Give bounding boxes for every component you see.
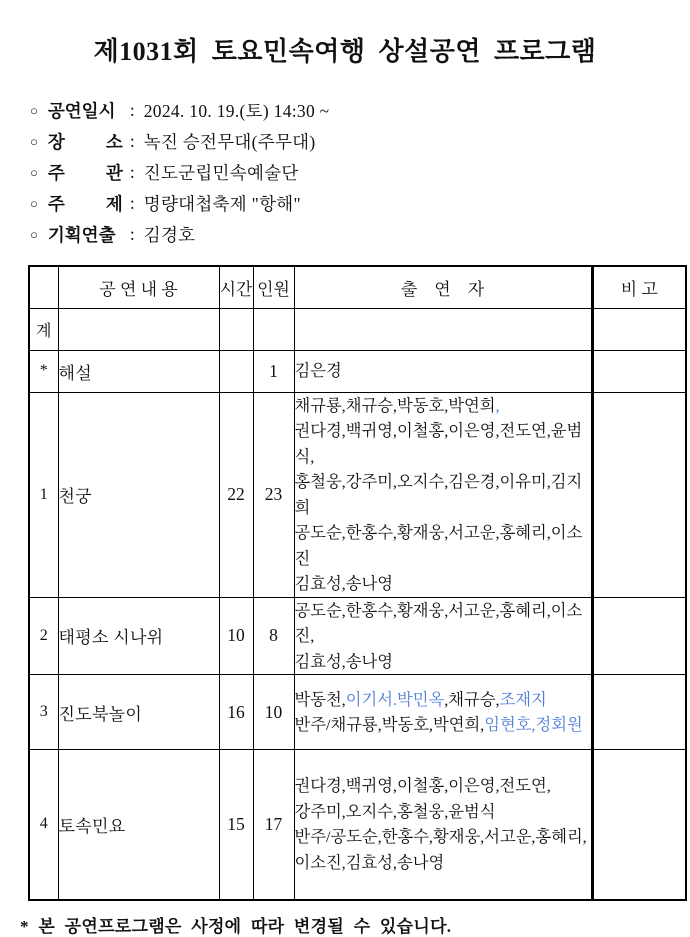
footer-note: * 본 공연프로그램은 사정에 따라 변경될 수 있습니다. — [20, 916, 452, 936]
table-row — [29, 597, 686, 675]
info-label: 장 소 — [47, 132, 123, 152]
performer-line — [295, 469, 591, 520]
headcount-cell — [253, 308, 294, 350]
table-row — [29, 392, 686, 597]
header-performers: 출 연 자 — [294, 266, 592, 308]
info-colon: : — [129, 162, 135, 182]
circle-bullet-icon: ○ — [30, 196, 38, 211]
circle-bullet-icon: ○ — [30, 103, 38, 118]
duration-cell: 10 — [219, 597, 253, 675]
performance-title-cell: 태평소 시나위 — [58, 597, 219, 675]
performer-names: 홍철웅,강주미,오지수,김은경,이유미,김지희 — [294, 472, 583, 517]
performer-names: 공도순,한홍수,황재웅,서고운,홍혜리,이소진 — [294, 523, 583, 568]
performer-line — [295, 824, 591, 850]
performer-names: 권다경,백귀영,이철홍,이은영,전도연, — [294, 776, 551, 796]
row-number-cell: 3 — [29, 675, 58, 750]
performers-cell — [294, 597, 592, 675]
info-colon: : — [129, 100, 135, 120]
note-cell — [592, 597, 686, 675]
performers-cell — [294, 350, 592, 392]
info-colon: : — [129, 193, 135, 213]
headcount-cell: 23 — [253, 392, 294, 597]
table-row — [29, 675, 686, 750]
info-value: 녹진 승전무대(주무대) — [143, 132, 316, 152]
performer-names-highlighted: 임현호,정회원 — [484, 715, 583, 734]
header-row — [29, 266, 686, 308]
row-number-cell: 4 — [29, 750, 58, 900]
row-number-cell: 1 — [29, 392, 58, 597]
info-colon: : — [129, 224, 135, 244]
info-line-place — [30, 126, 690, 157]
program-table-body — [29, 308, 686, 900]
circle-bullet-icon: ○ — [30, 134, 38, 149]
performance-title-cell: 해설 — [58, 350, 219, 392]
note-cell — [592, 308, 686, 350]
performance-title-cell — [58, 308, 219, 350]
performer-line — [295, 520, 591, 571]
performer-names: 반주/채규룡,박동호,박연희, — [294, 715, 485, 734]
header-note: 비 고 — [592, 266, 686, 308]
performer-line — [295, 393, 591, 419]
performer-line — [295, 850, 591, 876]
info-colon: : — [129, 131, 135, 151]
info-label: 공연일시 — [47, 101, 116, 121]
performer-names: 권다경,백귀영,이철홍,이은영,전도연,윤범식, — [294, 421, 583, 466]
program-table-header — [29, 266, 686, 308]
header-headcount: 인원 — [253, 266, 294, 308]
performer-names: 채규룡,채규승,박동호,박연희 — [294, 395, 496, 415]
note-cell — [592, 350, 686, 392]
performer-line — [295, 418, 591, 469]
duration-cell: 22 — [219, 392, 253, 597]
info-value: 명량대첩축제 "항해" — [143, 194, 301, 214]
info-value: 진도군립민속예술단 — [143, 163, 299, 183]
performer-line — [295, 571, 591, 597]
header-duration: 시간 — [219, 266, 253, 308]
performer-names: 김효성,송나영 — [294, 574, 393, 593]
performer-line — [295, 598, 591, 649]
performer-line — [295, 712, 591, 738]
headcount-cell: 1 — [253, 350, 294, 392]
info-line-organizer — [30, 157, 690, 188]
table-row — [29, 350, 686, 392]
performers-cell — [294, 675, 592, 750]
performers-cell — [294, 750, 592, 900]
duration-cell: 16 — [219, 675, 253, 750]
info-line-datetime — [30, 95, 690, 126]
performer-line — [295, 687, 591, 713]
performer-names-highlighted: , — [495, 395, 500, 415]
duration-cell — [219, 350, 253, 392]
header-performance: 공 연 내 용 — [58, 266, 219, 308]
performance-title-cell: 토속민요 — [58, 750, 219, 900]
performer-names-highlighted: 이기서.박민옥 — [345, 689, 445, 709]
info-value: 2024. 10. 19.(토) 14:30 ~ — [143, 101, 330, 121]
performers-cell — [294, 308, 592, 350]
info-label: 주 관 — [47, 163, 123, 183]
performer-line — [295, 799, 591, 825]
row-number-cell: 2 — [29, 597, 58, 675]
note-cell — [592, 392, 686, 597]
table-row — [29, 750, 686, 900]
info-line-director — [30, 219, 690, 250]
info-label: 기획연출 — [47, 225, 116, 245]
header-number — [29, 266, 58, 308]
performer-names: 박동천, — [294, 689, 346, 709]
circle-bullet-icon: ○ — [30, 227, 38, 242]
info-label: 주 제 — [47, 194, 123, 214]
performer-line — [295, 358, 591, 384]
info-line-theme — [30, 188, 690, 219]
note-cell — [592, 750, 686, 900]
duration-cell: 15 — [219, 750, 253, 900]
performance-title-cell: 천궁 — [58, 392, 219, 597]
performer-line — [295, 773, 591, 799]
table-row — [29, 308, 686, 350]
note-cell — [592, 675, 686, 750]
row-number-cell: 계 — [29, 308, 58, 350]
program-table — [28, 265, 687, 901]
info-value: 김경호 — [143, 225, 196, 245]
row-number-cell: * — [29, 350, 58, 392]
circle-bullet-icon: ○ — [30, 165, 38, 180]
performance-title-cell: 진도북놀이 — [58, 675, 219, 750]
performer-names: 김은경 — [294, 361, 342, 381]
performer-names-highlighted: 조재지 — [499, 689, 547, 709]
page-title: 제1031회 토요민속여행 상설공연 프로그램 — [93, 37, 597, 66]
performer-names: 김효성,송나영 — [294, 651, 393, 671]
headcount-cell: 8 — [253, 597, 294, 675]
info-block — [30, 95, 690, 250]
performer-names: 이소진,김효성,송나영 — [294, 852, 445, 872]
performer-names: 강주미,오지수,홍철웅,윤범식 — [294, 801, 496, 821]
headcount-cell: 10 — [253, 675, 294, 750]
duration-cell — [219, 308, 253, 350]
performer-names: 공도순,한홍수,황재웅,서고운,홍혜리,이소진, — [294, 600, 583, 645]
performer-names: ,채규승, — [444, 689, 500, 709]
headcount-cell: 17 — [253, 750, 294, 900]
performer-line — [295, 649, 591, 675]
performers-cell — [294, 392, 592, 597]
performer-names: 반주/공도순,한홍수,황재웅,서고운,홍혜리, — [294, 827, 587, 847]
